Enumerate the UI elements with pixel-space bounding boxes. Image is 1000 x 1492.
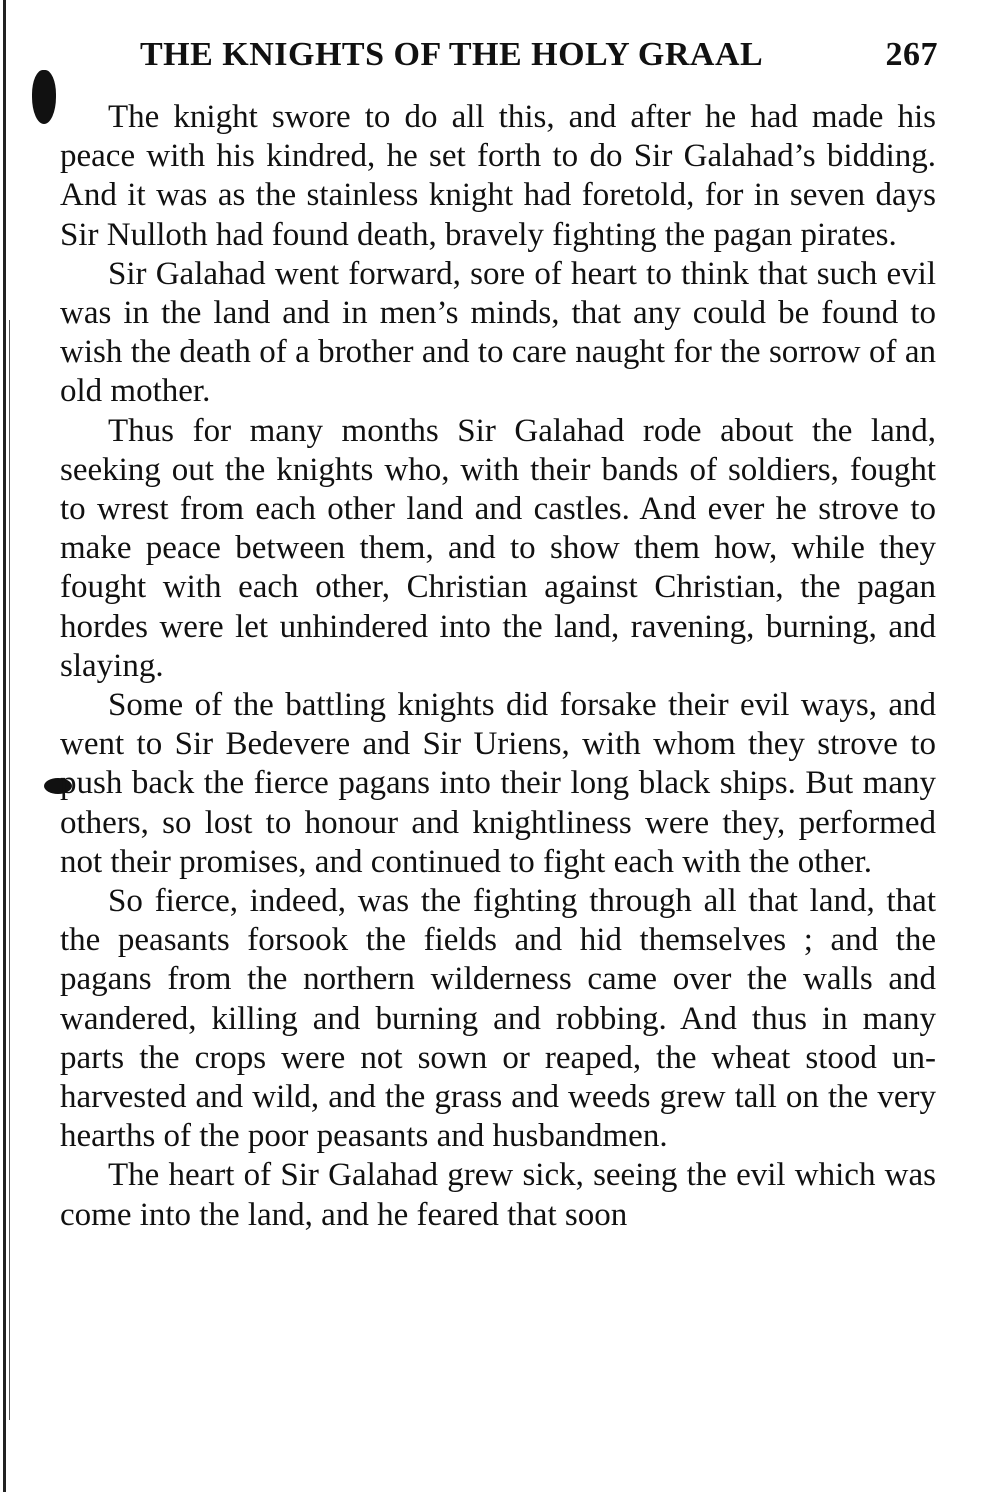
ink-blot-mark: [32, 70, 56, 124]
paragraph: The heart of Sir Galahad grew sick, seeing the evil which was come into the land, and he feared that soon: [60, 1157, 936, 1233]
body-text: [60, 98, 936, 1235]
paragraph: Thus for many months Sir Galahad rode about the land, seeking out the knights who, with their bands of soldiers, fought to wrest from each other land and castles. And ever he strove to make peace between them, and to show them how, while they fought with each other, Christian against Christian, the pagan hordes were let unhindered into the land, ravening, burning, and slaying.: [60, 412, 936, 684]
running-head: [140, 36, 940, 80]
paragraph: Sir Galahad went forward, sore of heart to think that such evil was in the land and in men’s minds, that any could be found to wish the death of a brother and to care naught for the sorrow of an old mother.: [60, 255, 936, 410]
paragraph: So fierce, indeed, was the fighting through all that land, that the peasants forsook the fields and hid themselves ; and the pagans from the northern wilderness came over the walls and wandered, killing and burning and robbing. And thus in many parts the crops were not sown or reaped, the wheat stood unharvested and wild, and the grass and weeds grew tall on the very hearths of the poor peasants and husbandmen.: [60, 883, 936, 1155]
running-head-title: THE KNIGHTS OF THE HOLY GRAAL: [140, 36, 764, 73]
paragraph: The knight swore to do all this, and after he had made his peace with his kindred, he set forth to do Sir Galahad’s bidding. And it was as the stainless knight had foretold, for in seven days Sir Nulloth had found death, bravely fighting the pagan pirates.: [60, 99, 936, 253]
page-gutter-line: [9, 320, 10, 1420]
page-number: 267: [885, 36, 938, 73]
paragraph: Some of the battling knights did forsake their evil ways, and went to Sir Bedevere and Sir Uriens, with whom they strove to push back the fierce pagans into their long black ships. But many others, so lost to honour and knightliness were they, performed not their promises, and continued to fight each with the other.: [60, 687, 936, 880]
page-binding-edge: [3, 0, 6, 1492]
